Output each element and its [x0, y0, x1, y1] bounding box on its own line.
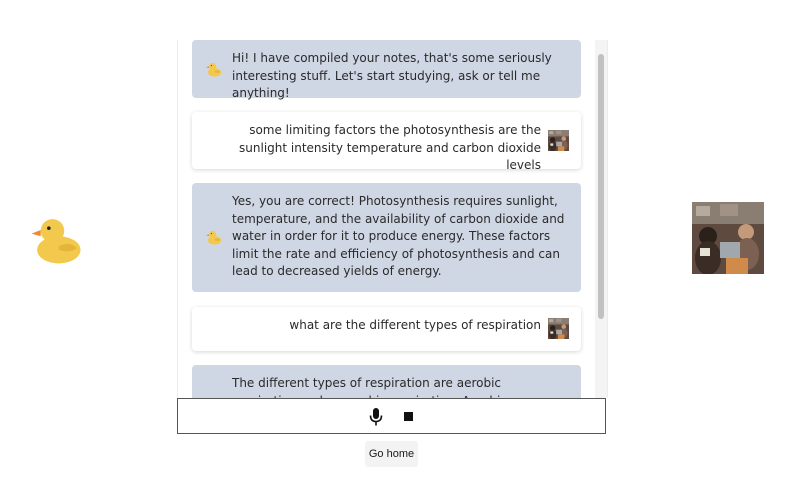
message-text: some limiting factors the photosynthesis are the sunlight intensity temperature and carbon dioxide levels — [239, 123, 541, 172]
voice-controls — [177, 398, 606, 434]
message-text: what are the different types of respiration — [289, 318, 541, 332]
message-list — [178, 40, 595, 398]
go-home-button[interactable]: Go home — [365, 441, 418, 467]
bot-message — [192, 40, 581, 98]
user-message — [192, 112, 581, 172]
user-avatar — [692, 202, 764, 274]
bot-message — [192, 183, 581, 292]
user-avatar-small — [548, 130, 569, 151]
duck-icon — [205, 60, 223, 78]
message-text: Yes, you are correct! Photosynthesis requires sunlight, temperature, and the availability of carbon dioxide and water in order for it to produce energy. These factors limit the rate and efficiency of photosynthesis and can lead to decreased yields of energy. — [232, 194, 565, 278]
duck-mascot-icon — [28, 210, 86, 268]
user-message — [192, 307, 581, 351]
microphone-icon[interactable] — [367, 407, 385, 427]
message-text: The different types of respiration are aerobic — [232, 376, 502, 390]
chat-panel — [177, 40, 608, 398]
user-avatar-small — [548, 318, 569, 339]
message-text: Hi! I have compiled your notes, that's some seriously interesting stuff. Let's start studying, ask or tell me anything! — [232, 51, 552, 100]
chat-scrollbar[interactable] — [595, 40, 607, 398]
scroll-thumb[interactable] — [598, 54, 604, 319]
stop-icon[interactable] — [404, 412, 413, 421]
duck-icon — [205, 228, 223, 246]
